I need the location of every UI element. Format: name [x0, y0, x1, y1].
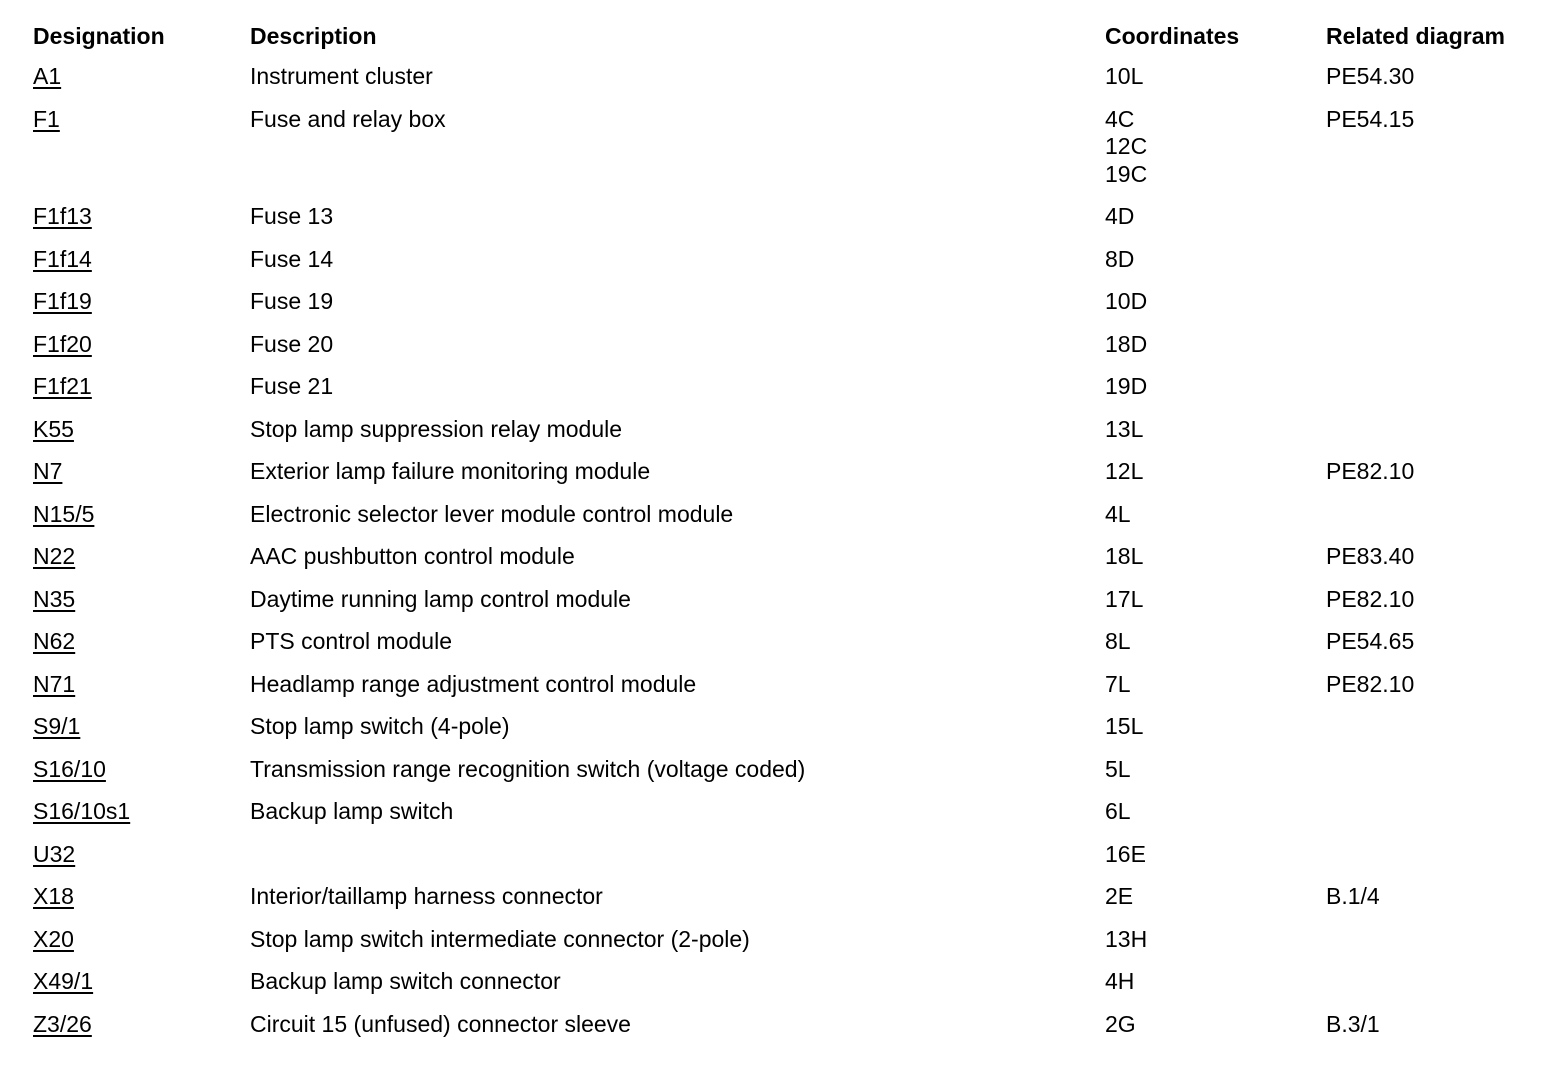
designation-link[interactable]: N62 [33, 628, 76, 654]
coordinate-value: 4D [1105, 203, 1135, 229]
coordinate-value: 18L [1105, 543, 1144, 569]
coordinate-value: 17L [1105, 585, 1144, 612]
related-diagram-cell [1326, 416, 1543, 459]
designation-cell [33, 288, 250, 331]
designation-link[interactable]: F1f20 [33, 330, 92, 357]
coordinate-value: 4L [1105, 500, 1131, 527]
designation-cell [33, 841, 250, 884]
related-diagram-cell [1326, 798, 1543, 841]
coordinate-value: 7L [1105, 670, 1131, 697]
related-diagram-cell: PE82.10 [1326, 458, 1415, 484]
designation-link[interactable]: U32 [33, 840, 76, 867]
related-diagram-cell: PE54.30 [1326, 63, 1415, 89]
coordinates-cell [1105, 246, 1326, 289]
component-legend-table [33, 18, 1543, 1053]
table-row [33, 586, 1543, 629]
table-row [33, 106, 1543, 204]
coordinate-value: 8D [1105, 245, 1135, 272]
description-cell: Backup lamp switch connector [250, 968, 561, 994]
description-cell: Electronic selector lever module control module [250, 500, 734, 527]
table-row [33, 968, 1543, 1011]
related-diagram-cell [1326, 246, 1543, 289]
related-diagram-cell: B.1/4 [1326, 883, 1380, 909]
designation-cell [33, 458, 250, 501]
designation-cell [33, 106, 250, 204]
designation-cell [33, 968, 250, 1011]
related-diagram-cell: PE82.10 [1326, 585, 1415, 612]
related-diagram-cell: PE83.40 [1326, 543, 1415, 569]
table-row [33, 671, 1543, 714]
coordinate-value: 4H [1105, 968, 1135, 994]
coordinate-value: 15L [1105, 713, 1144, 739]
table-row [33, 246, 1543, 289]
description-cell: AAC pushbutton control module [250, 543, 575, 569]
coordinates-cell [1105, 203, 1326, 246]
designation-link[interactable]: F1 [33, 105, 60, 132]
table-row [33, 628, 1543, 671]
coordinates-cell [1105, 106, 1326, 204]
table-row [33, 1011, 1543, 1054]
coordinates-cell [1105, 713, 1326, 756]
related-diagram-cell [1326, 373, 1543, 416]
related-diagram-cell [1326, 968, 1543, 1011]
designation-link[interactable]: F1f13 [33, 203, 92, 229]
coordinates-cell [1105, 586, 1326, 629]
header-description: Description [250, 23, 377, 49]
header-coordinates: Coordinates [1105, 23, 1240, 49]
description-cell: Backup lamp switch [250, 798, 454, 824]
description-cell: Headlamp range adjustment control module [250, 670, 697, 697]
coordinate-value: 18D [1105, 330, 1148, 357]
coordinate-value: 12L [1105, 458, 1144, 484]
designation-link[interactable]: S16/10 [33, 755, 106, 782]
coordinate-value: 12C [1105, 133, 1148, 159]
header-related-diagram: Related diagram [1326, 23, 1505, 49]
coordinates-cell [1105, 416, 1326, 459]
related-diagram-cell: PE54.15 [1326, 105, 1415, 132]
table-row [33, 416, 1543, 459]
coordinates-cell [1105, 1011, 1326, 1054]
designation-link[interactable]: N35 [33, 585, 76, 612]
description-cell: Fuse 20 [250, 330, 334, 357]
table-row [33, 883, 1543, 926]
coordinates-cell [1105, 373, 1326, 416]
related-diagram-cell: B.3/1 [1326, 1010, 1380, 1037]
designation-link[interactable]: X20 [33, 925, 74, 952]
coordinates-cell [1105, 926, 1326, 969]
description-cell: Stop lamp switch (4-pole) [250, 713, 510, 739]
description-cell: Interior/taillamp harness connector [250, 883, 603, 909]
table-row [33, 373, 1543, 416]
designation-cell [33, 883, 250, 926]
table-row [33, 288, 1543, 331]
designation-link[interactable]: F1f14 [33, 245, 92, 272]
designation-link[interactable]: N22 [33, 543, 76, 569]
table-row [33, 713, 1543, 756]
coordinates-cell [1105, 501, 1326, 544]
table-row [33, 203, 1543, 246]
coordinates-cell [1105, 628, 1326, 671]
designation-cell [33, 926, 250, 969]
header-designation: Designation [33, 23, 165, 49]
table-body [33, 63, 1543, 1053]
designation-link[interactable]: N7 [33, 458, 63, 484]
table-row [33, 926, 1543, 969]
related-diagram-cell: PE54.65 [1326, 628, 1415, 654]
designation-cell [33, 203, 250, 246]
designation-cell [33, 331, 250, 374]
designation-cell [33, 628, 250, 671]
designation-cell [33, 1011, 250, 1054]
coordinate-value: 4C [1105, 105, 1135, 132]
table-row [33, 841, 1543, 884]
coordinate-value: 19D [1105, 373, 1148, 399]
table-row [33, 798, 1543, 841]
coordinates-cell [1105, 63, 1326, 106]
coordinate-value: 10D [1105, 288, 1148, 314]
designation-cell [33, 756, 250, 799]
designation-cell [33, 798, 250, 841]
coordinate-value: 10L [1105, 63, 1144, 89]
description-cell: Fuse 21 [250, 373, 334, 399]
coordinate-value: 2E [1105, 883, 1134, 909]
designation-link[interactable]: S16/10s1 [33, 798, 131, 824]
coordinates-cell [1105, 331, 1326, 374]
coordinates-cell [1105, 756, 1326, 799]
related-diagram-cell [1326, 926, 1543, 969]
table-row [33, 756, 1543, 799]
coordinate-value: 13H [1105, 925, 1148, 952]
designation-link[interactable]: S9/1 [33, 713, 81, 739]
related-diagram-cell [1326, 713, 1543, 756]
table-row [33, 63, 1543, 106]
description-cell: Fuse 19 [250, 288, 334, 314]
coordinate-value: 5L [1105, 755, 1131, 782]
coordinate-value: 16E [1105, 840, 1146, 867]
designation-link[interactable]: X18 [33, 883, 74, 909]
designation-cell [33, 543, 250, 586]
description-cell: Exterior lamp failure monitoring module [250, 458, 651, 484]
table-header [33, 18, 1543, 63]
table-row [33, 501, 1543, 544]
coordinate-value: 8L [1105, 628, 1131, 654]
designation-link[interactable]: N71 [33, 670, 76, 697]
coordinate-value: 13L [1105, 415, 1144, 442]
designation-link[interactable]: Z3/26 [33, 1010, 92, 1037]
description-cell: Stop lamp switch intermediate connector (2-pole) [250, 925, 750, 952]
coordinates-cell [1105, 288, 1326, 331]
coordinates-cell [1105, 883, 1326, 926]
related-diagram-cell [1326, 756, 1543, 799]
coordinates-cell [1105, 841, 1326, 884]
designation-cell [33, 416, 250, 459]
related-diagram-cell [1326, 501, 1543, 544]
description-cell: Fuse and relay box [250, 105, 446, 132]
related-diagram-cell [1326, 288, 1543, 331]
designation-cell [33, 586, 250, 629]
coordinates-cell [1105, 543, 1326, 586]
designation-cell [33, 246, 250, 289]
table-row [33, 458, 1543, 501]
designation-cell [33, 713, 250, 756]
designation-cell [33, 501, 250, 544]
description-cell: Daytime running lamp control module [250, 585, 631, 612]
description-cell: Instrument cluster [250, 63, 433, 89]
description-cell: Circuit 15 (unfused) connector sleeve [250, 1010, 631, 1037]
coordinates-cell [1105, 968, 1326, 1011]
related-diagram-cell [1326, 331, 1543, 374]
designation-cell [33, 373, 250, 416]
designation-cell [33, 671, 250, 714]
coordinate-value: 19C [1105, 160, 1148, 187]
description-cell [250, 841, 1105, 884]
related-diagram-cell [1326, 841, 1543, 884]
designation-link[interactable]: K55 [33, 415, 74, 442]
table-row [33, 543, 1543, 586]
header-row [33, 18, 1543, 63]
designation-cell [33, 63, 250, 106]
designation-link[interactable]: N15/5 [33, 500, 95, 527]
coordinate-value: 6L [1105, 798, 1131, 824]
coordinate-value: 2G [1105, 1010, 1136, 1037]
coordinates-cell [1105, 458, 1326, 501]
description-cell: Fuse 14 [250, 245, 334, 272]
designation-link[interactable]: A1 [33, 63, 62, 89]
table-row [33, 331, 1543, 374]
description-cell: PTS control module [250, 628, 452, 654]
description-cell: Transmission range recognition switch (voltage coded) [250, 755, 806, 782]
coordinates-cell [1105, 671, 1326, 714]
description-cell: Fuse 13 [250, 203, 334, 229]
designation-link[interactable]: F1f19 [33, 288, 92, 314]
designation-link[interactable]: F1f21 [33, 373, 92, 399]
related-diagram-cell: PE82.10 [1326, 670, 1415, 697]
description-cell: Stop lamp suppression relay module [250, 415, 623, 442]
coordinates-cell [1105, 798, 1326, 841]
designation-link[interactable]: X49/1 [33, 968, 94, 994]
related-diagram-cell [1326, 203, 1543, 246]
